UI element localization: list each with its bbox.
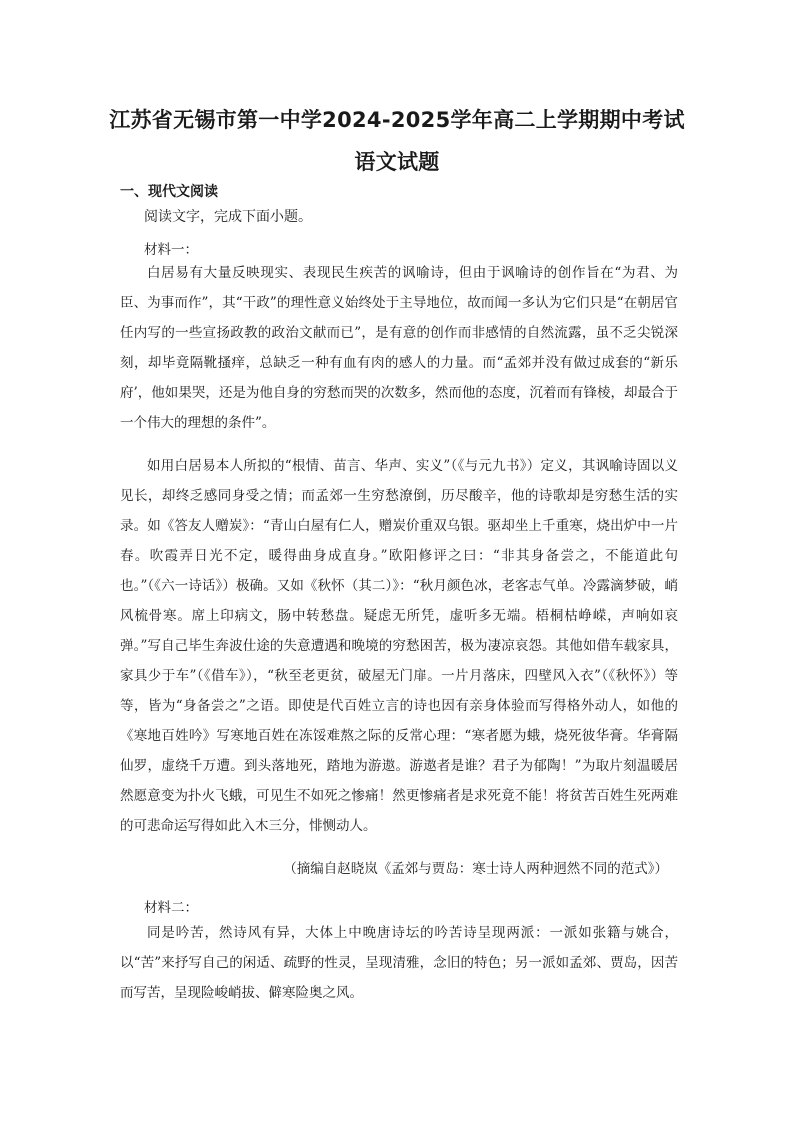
material-one-paragraph-2: 如用白居易本人所拟的“根情、苗言、华声、实义”（《与元九书》）定义，其讽喻诗固以义见长，却终乏感同身受之情；而孟郊一生穷愁潦倒，历尽酸辛，他的诗歌却是穷愁生活的实录。如《答友人赠炭》：“青山白屋有仁人，赠炭价重双乌银。驱却坐上千重寒，烧出炉中一片春。吹霞弄日光不定，暖得曲身成直身。”欧阳修评之曰：“非其身备尝之，不能道此句也。”（《六一诗话》）极确。又如《秋怀（其二）》：“秋月颜色冰，老客志气单。冷露滴梦破，峭风梳骨寒。席上印病文，肠中转愁盘。疑虑无所凭，虚听多无端。梧桐枯峥嵘，声响如哀弹。”写自己毕生奔波仕途的失意遭遇和晚境的穷愁困苦，极为凄凉哀怨。其他如借车载家具，家具少于车”（《借车》），“秋至老更贫，破屋无门扉。一片月落床，四壁风入衣”（《秋怀》）等等，皆为“身备尝之”之语。即使是代百姓立言的诗也因有亲身体验而写得格外动人，如他的《寒地百姓吟》写寒地百姓在冻馁难熬之际的反常心理：“寒者愿为蛾，烧死彼华膏。华膏隔仙罗，虚绕千万遭。到头落地死，踏地为游遨。游遨者是谁？君子为郁陶！”为取片刻温暖居然愿意变为扑火飞蛾，可见生不如死之惨痛！然更惨痛者是求死竟不能！将贫苦百姓生死两难的可悲命运写得如此入木三分，悱恻动人。	[120, 458, 678, 834]
section-heading: 一、现代文阅读	[120, 184, 218, 200]
material-one-label: 材料一：	[144, 242, 198, 258]
material-one-source: （摘编自赵晓岚《孟郊与贾岛：寒士诗人两种迥然不同的范式》）	[283, 861, 668, 877]
document-subtitle: 语文试题	[354, 150, 440, 174]
document-title: 江苏省无锡市第一中学2024-2025学年高二上学期期中考试	[109, 108, 685, 132]
material-two-label: 材料二：	[144, 900, 198, 916]
material-one-paragraph-1: 白居易有大量反映现实、表现民生疾苦的讽喻诗，但由于讽喻诗的创作旨在“为君、为臣、为事而作”，其“干政”的理性意义始终处于主导地位，故而闻一多认为它们只是“在朝居官任内写的一些宣扬政教的政治文献而已”，是有意的创作而非感情的自然流露，虽不乏尖锐深刻，却毕竟隔靴搔痒，总缺乏一种有血有肉的感人的力量。而“孟郊并没有做过成套的“新乐府’，他如果哭，还是为他自身的穷愁而哭的次数多，然而他的态度，沉着而有锋棱，却最合于一个伟大的理想的条件”。	[120, 265, 678, 431]
material-two-paragraph-1: 同是吟苦，然诗风有异，大体上中晚唐诗坛的吟苦诗呈现两派：一派如张籍与姚合，以“苦”来抒写自己的闲适、疏野的性灵，呈现清雅，念旧的特色；另一派如孟郊、贾岛，因苦而写苦，呈现险峻峭拔、僻寒险奥之风。	[120, 925, 678, 1001]
instruction-text: 阅读文字，完成下面小题。	[144, 209, 312, 225]
